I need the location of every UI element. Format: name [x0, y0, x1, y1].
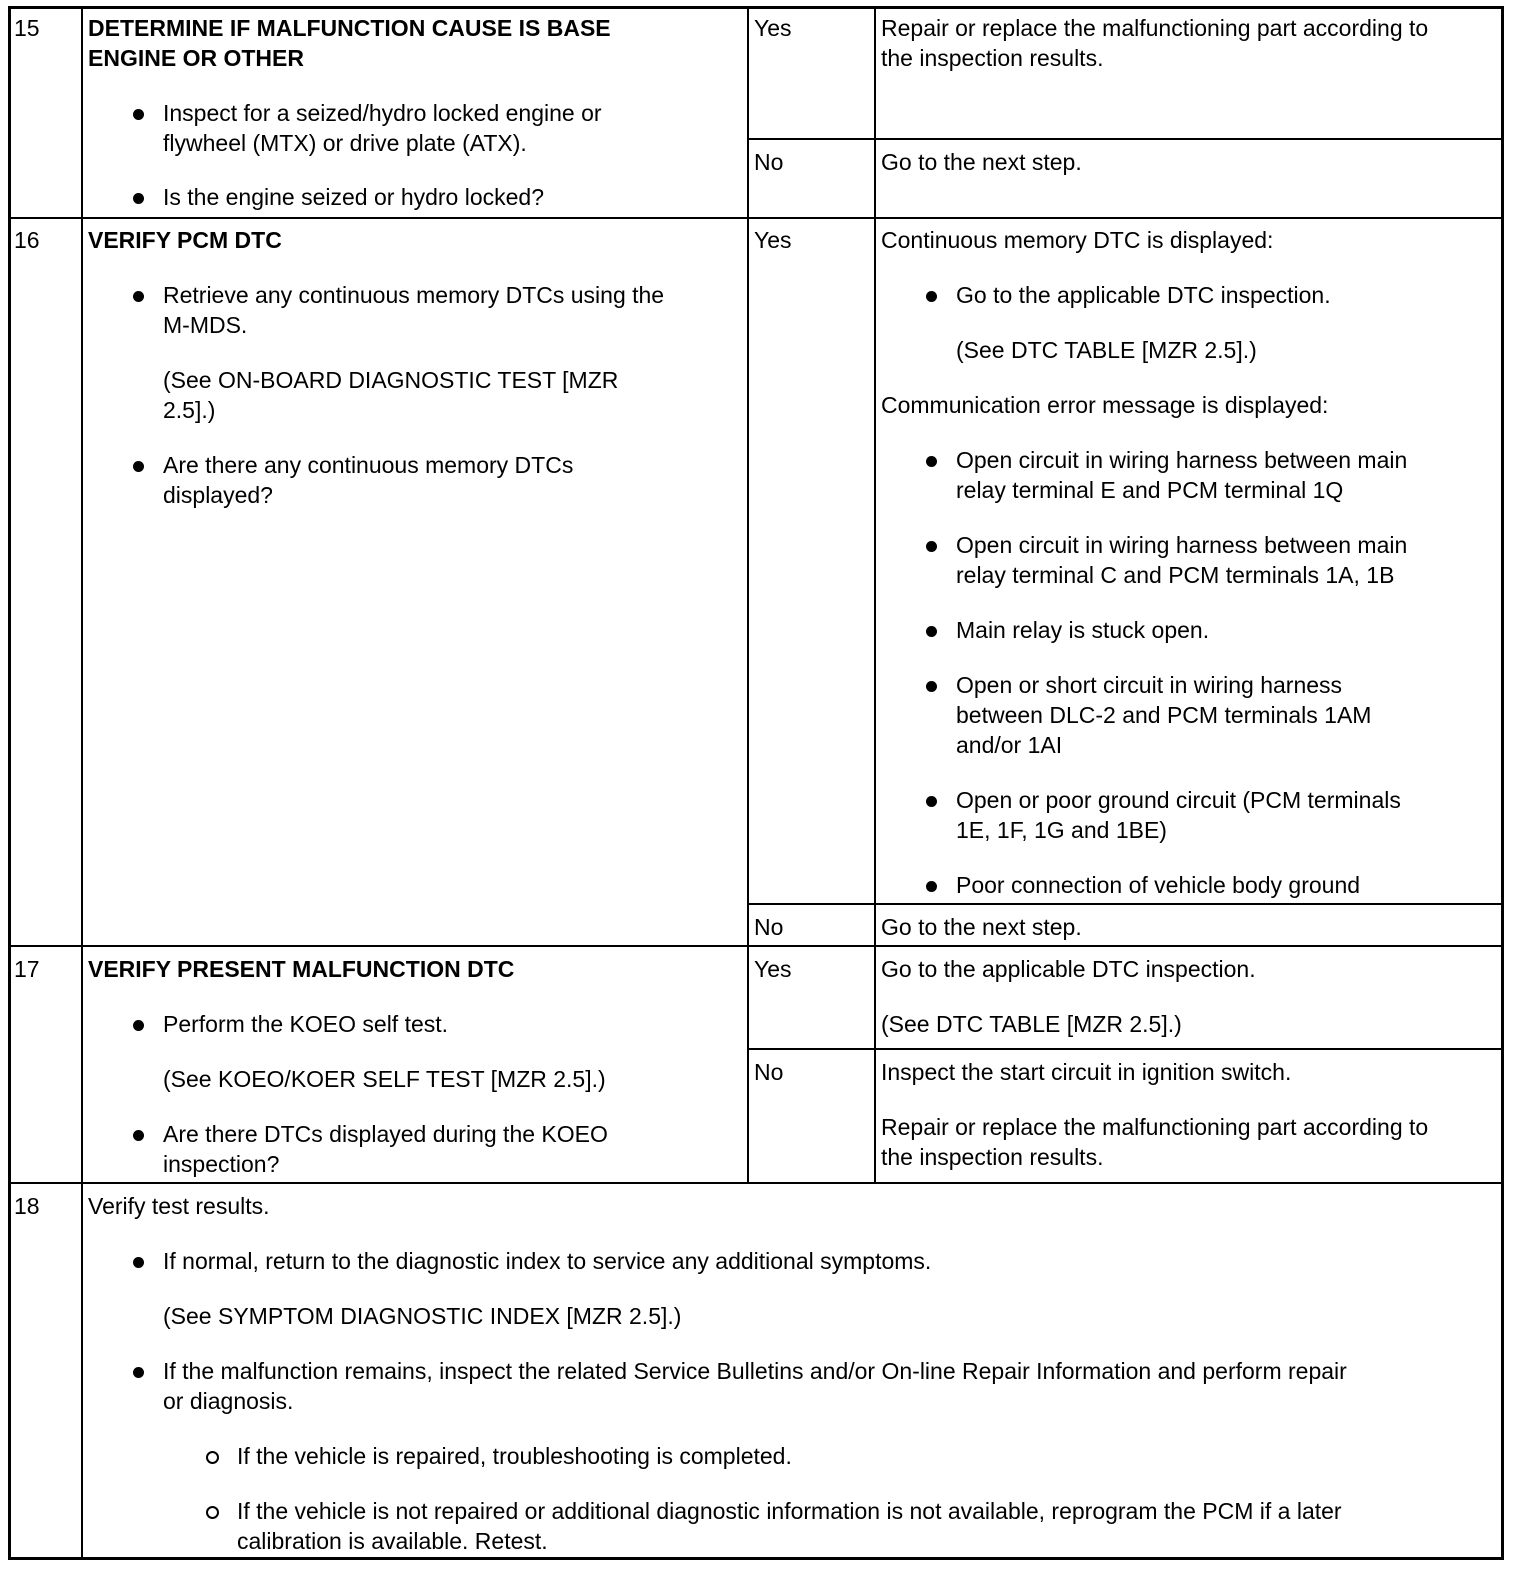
bullet-text: If normal, return to the diagnostic index to service any additional symptoms.: [163, 1248, 932, 1274]
bullet-icon: [133, 193, 144, 204]
bullet-text: flywheel (MTX) or drive plate (ATX).: [163, 130, 527, 156]
bullet-text: Retrieve any continuous memory DTCs using the: [163, 282, 665, 308]
reference-text: (See DTC TABLE [MZR 2.5].): [956, 337, 1257, 363]
bullet-icon: [133, 1257, 144, 1268]
cause-text: Open circuit in wiring harness between main: [956, 447, 1408, 473]
no-result: Go to the next step.: [881, 149, 1082, 175]
bullet-icon: [133, 1020, 144, 1031]
sub-bullet-text: If the vehicle is repaired, troubleshooting is completed.: [237, 1443, 792, 1469]
step-intro: Verify test results.: [88, 1193, 270, 1219]
bullet-text: inspection?: [163, 1151, 280, 1177]
col-divider-result: [874, 6, 876, 1184]
bullet-text: displayed?: [163, 482, 273, 508]
step-number: 18: [14, 1193, 40, 1219]
bullet-icon: [133, 109, 144, 120]
yes-label: Yes: [754, 956, 792, 982]
step-number: 16: [14, 227, 40, 253]
bullet-icon: [926, 881, 937, 892]
cause-text: and/or 1AI: [956, 732, 1063, 758]
yes-intro: Continuous memory DTC is displayed:: [881, 227, 1274, 253]
sub-bullet-icon: [206, 1451, 219, 1464]
bullet-icon: [926, 456, 937, 467]
bullet-text: Perform the KOEO self test.: [163, 1011, 449, 1037]
row-divider-16-17: [8, 945, 1504, 947]
no-result: Go to the next step.: [881, 914, 1082, 940]
cause-text: between DLC-2 and PCM terminals 1AM: [956, 702, 1372, 728]
reference-text: (See SYMPTOM DIAGNOSTIC INDEX [MZR 2.5].): [163, 1303, 682, 1329]
bullet-text: Is the engine seized or hydro locked?: [163, 184, 545, 210]
bullet-text: or diagnosis.: [163, 1388, 294, 1414]
bullet-icon: [133, 291, 144, 302]
col-divider-step: [81, 6, 83, 1560]
cause-text: Main relay is stuck open.: [956, 617, 1210, 643]
step-number: 15: [14, 15, 40, 41]
step-number: 17: [14, 956, 40, 982]
sub-bullet-text: If the vehicle is not repaired or additional diagnostic information is not available, reprogram the PCM if a later: [237, 1498, 1342, 1524]
cause-text: Open circuit in wiring harness between main: [956, 532, 1408, 558]
bullet-icon: [926, 796, 937, 807]
no-label: No: [754, 149, 784, 175]
yes-result: Repair or replace the malfunctioning part according to: [881, 15, 1429, 41]
bullet-icon: [926, 626, 937, 637]
row-divider-17-18: [8, 1182, 1504, 1184]
row-divider-15-yes-no: [747, 138, 1504, 140]
bullet-text: Are there DTCs displayed during the KOEO: [163, 1121, 608, 1147]
no-result: Inspect the start circuit in ignition switch.: [881, 1059, 1292, 1085]
yes-intro: Communication error message is displayed:: [881, 392, 1329, 418]
col-divider-action: [747, 6, 749, 1184]
yes-label: Yes: [754, 227, 792, 253]
no-result: Repair or replace the malfunctioning part according to: [881, 1114, 1429, 1140]
reference-text: (See DTC TABLE [MZR 2.5].): [881, 1011, 1182, 1037]
sub-bullet-text: calibration is available. Retest.: [237, 1528, 548, 1554]
step-title: VERIFY PRESENT MALFUNCTION DTC: [88, 956, 515, 982]
bullet-icon: [926, 291, 937, 302]
no-result: the inspection results.: [881, 1144, 1104, 1170]
cause-text: relay terminal C and PCM terminals 1A, 1B: [956, 562, 1395, 588]
bullet-text: If the malfunction remains, inspect the related Service Bulletins and/or On-line Repair Information and perform repair: [163, 1358, 1347, 1384]
cause-text: 1E, 1F, 1G and 1BE): [956, 817, 1167, 843]
yes-item: Go to the applicable DTC inspection.: [956, 282, 1331, 308]
step-title: VERIFY PCM DTC: [88, 227, 282, 253]
reference-text: (See ON-BOARD DIAGNOSTIC TEST [MZR: [163, 367, 619, 393]
no-label: No: [754, 1059, 784, 1085]
row-divider-17-yes-no: [747, 1048, 1504, 1050]
bullet-text: Are there any continuous memory DTCs: [163, 452, 574, 478]
cause-text: Poor connection of vehicle body ground: [956, 872, 1361, 898]
cause-text: relay terminal E and PCM terminal 1Q: [956, 477, 1344, 503]
bullet-text: Inspect for a seized/hydro locked engine or: [163, 100, 602, 126]
sub-bullet-icon: [206, 1506, 219, 1519]
cause-text: Open or poor ground circuit (PCM terminals: [956, 787, 1401, 813]
reference-text: (See KOEO/KOER SELF TEST [MZR 2.5].): [163, 1066, 606, 1092]
bullet-icon: [133, 461, 144, 472]
yes-label: Yes: [754, 15, 792, 41]
cause-text: Open or short circuit in wiring harness: [956, 672, 1343, 698]
step-title-line-2: ENGINE OR OTHER: [88, 45, 304, 71]
bullet-icon: [133, 1367, 144, 1378]
bullet-icon: [926, 681, 937, 692]
yes-result: Go to the applicable DTC inspection.: [881, 956, 1256, 982]
no-label: No: [754, 914, 784, 940]
bullet-icon: [133, 1130, 144, 1141]
bullet-icon: [926, 541, 937, 552]
bullet-text: M-MDS.: [163, 312, 248, 338]
step-title-line-1: DETERMINE IF MALFUNCTION CAUSE IS BASE: [88, 15, 611, 41]
row-divider-15-16: [8, 217, 1504, 219]
reference-text: 2.5].): [163, 397, 216, 423]
yes-result: the inspection results.: [881, 45, 1104, 71]
row-divider-16-yes-no: [747, 903, 1504, 905]
